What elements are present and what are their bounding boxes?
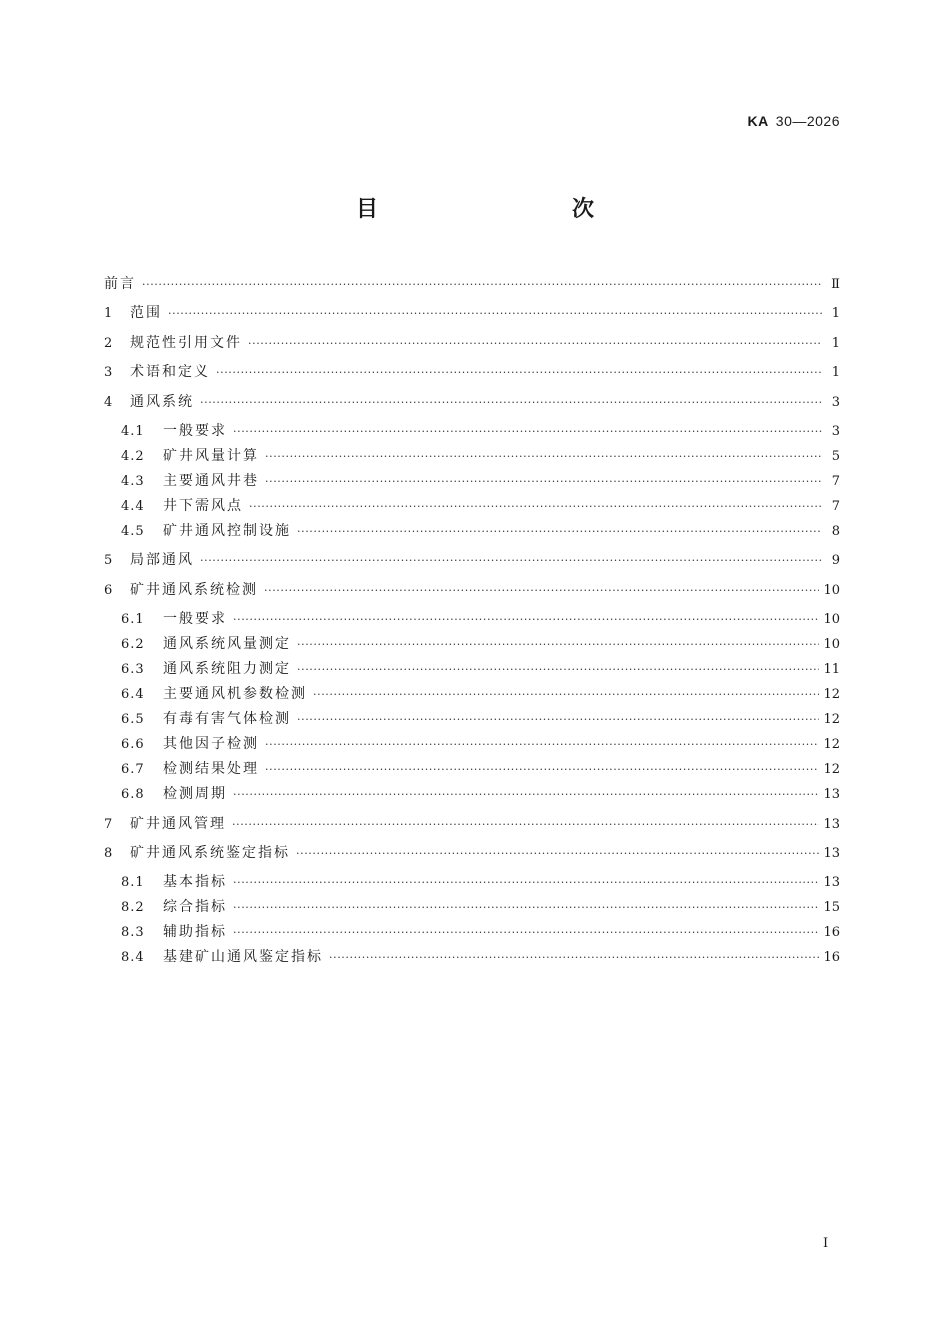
toc-dot-leader	[265, 761, 819, 779]
toc-page-number: 10	[823, 583, 840, 598]
toc-section-title: 矿井通风系统鉴定指标	[130, 845, 290, 861]
toc-subentry[interactable]	[121, 685, 840, 703]
toc-page-number: 16	[823, 925, 840, 940]
toc-dot-leader	[265, 736, 819, 754]
toc-page-number: 12	[823, 712, 840, 727]
toc-dot-leader	[233, 611, 819, 629]
toc-page-number: 12	[823, 687, 840, 702]
toc-dot-leader	[168, 305, 822, 323]
toc-entry[interactable]	[104, 815, 840, 833]
toc-section-title: 有毒有害气体检测	[163, 711, 291, 727]
toc-section-number: 6.8	[121, 787, 145, 802]
toc-section-number: 8.4	[121, 950, 145, 965]
toc-section-title: 辅助指标	[163, 924, 227, 940]
toc-dot-leader	[297, 523, 822, 541]
toc-page-number: 15	[823, 900, 840, 915]
toc-entry[interactable]	[104, 393, 840, 411]
toc-subentry[interactable]	[121, 923, 840, 941]
toc-entry[interactable]	[104, 363, 840, 381]
toc-section-number: 7	[104, 817, 114, 832]
toc-subentry[interactable]	[121, 472, 840, 490]
toc-section-number: 8	[104, 846, 114, 861]
toc-section-number: 8.3	[121, 925, 145, 940]
toc-dot-leader	[233, 786, 819, 804]
toc-section-number: 8.1	[121, 875, 145, 890]
toc-subentry[interactable]	[121, 635, 840, 653]
page-title: 目 次	[355, 197, 644, 222]
toc-dot-leader	[232, 816, 819, 834]
toc-section-title: 其他因子检测	[163, 736, 259, 752]
toc-subentry[interactable]	[121, 447, 840, 465]
toc-section-title: 通风系统阻力测定	[163, 661, 291, 677]
toc-subentry[interactable]	[121, 660, 840, 678]
toc-dot-leader	[297, 636, 819, 654]
toc-subentry[interactable]	[121, 735, 840, 753]
toc-page-number: 12	[823, 762, 840, 777]
toc-dot-leader	[264, 582, 819, 600]
toc-section-title: 通风系统	[130, 394, 194, 410]
toc-section-title: 一般要求	[163, 423, 227, 439]
toc-dot-leader	[297, 711, 819, 729]
toc-section-title: 矿井风量计算	[163, 448, 259, 464]
toc-dot-leader	[200, 552, 822, 570]
toc-page-number: 7	[831, 474, 840, 489]
toc-dot-leader	[329, 949, 819, 967]
toc-section-number: 6.3	[121, 662, 145, 677]
toc-dot-leader	[265, 448, 822, 466]
toc-dot-leader	[200, 394, 822, 412]
toc-subentry[interactable]	[121, 873, 840, 891]
toc-section-title: 主要通风机参数检测	[163, 686, 307, 702]
toc-dot-leader	[142, 276, 822, 294]
toc-subentry[interactable]	[121, 760, 840, 778]
toc-subentry[interactable]	[121, 497, 840, 515]
toc-section-title: 检测周期	[163, 786, 227, 802]
toc-subentry[interactable]	[121, 948, 840, 966]
toc-section-title: 矿井通风管理	[130, 816, 226, 832]
toc-subentry[interactable]	[121, 710, 840, 728]
toc-section-number: 4.5	[121, 524, 145, 539]
toc-subentry[interactable]	[121, 610, 840, 628]
toc-section-title: 前言	[104, 276, 136, 292]
toc-dot-leader	[249, 498, 822, 516]
standard-number: 30—2026	[775, 113, 840, 129]
toc-section-title: 一般要求	[163, 611, 227, 627]
toc-page-number: 13	[823, 846, 840, 861]
toc-section-title: 矿井通风控制设施	[163, 523, 291, 539]
page-number: I	[823, 1236, 829, 1251]
toc-entry[interactable]	[104, 581, 840, 599]
toc-dot-leader	[216, 364, 822, 382]
toc-section-number: 4.3	[121, 474, 145, 489]
toc-page-number: 7	[831, 499, 840, 514]
toc-section-number: 6	[104, 583, 114, 598]
toc-section-number: 6.6	[121, 737, 145, 752]
toc-section-title: 基本指标	[163, 874, 227, 890]
toc-subentry[interactable]	[121, 422, 840, 440]
toc-page-number: 3	[831, 395, 840, 410]
toc-page-number: 1	[831, 336, 840, 351]
toc-page-number: 1	[831, 306, 840, 321]
toc-subentry[interactable]	[121, 898, 840, 916]
toc-section-number: 6.2	[121, 637, 145, 652]
toc-dot-leader	[313, 686, 819, 704]
toc-entry[interactable]	[104, 844, 840, 862]
toc-page-number: 5	[831, 449, 840, 464]
toc-page-number: 10	[823, 612, 840, 627]
toc-page-number: 3	[831, 424, 840, 439]
toc-section-number: 5	[104, 553, 114, 568]
toc-page-number: 9	[831, 553, 840, 568]
toc-section-number: 4.1	[121, 424, 145, 439]
toc-entry[interactable]	[104, 304, 840, 322]
toc-page-number: Ⅱ	[831, 277, 840, 292]
toc-section-title: 检测结果处理	[163, 761, 259, 777]
toc-dot-leader	[297, 661, 819, 679]
toc-section-title: 术语和定义	[130, 364, 210, 380]
toc-dot-leader	[233, 874, 819, 892]
toc-page-number: 13	[823, 787, 840, 802]
toc-dot-leader	[233, 924, 819, 942]
toc-section-number: 3	[104, 365, 114, 380]
toc-section-number: 8.2	[121, 900, 145, 915]
toc-page-number: 1	[831, 365, 840, 380]
toc-dot-leader	[233, 899, 819, 917]
toc-page-number: 13	[823, 817, 840, 832]
toc-dot-leader	[233, 423, 822, 441]
toc-section-title: 矿井通风系统检测	[130, 582, 258, 598]
toc-section-number: 6.7	[121, 762, 145, 777]
toc-page-number: 11	[823, 662, 840, 677]
toc-section-title: 范围	[130, 305, 162, 321]
toc-subentry[interactable]	[121, 785, 840, 803]
toc-page-number: 8	[831, 524, 840, 539]
toc-entry[interactable]	[104, 275, 840, 293]
toc-section-number: 1	[104, 306, 114, 321]
toc-section-number: 4.4	[121, 499, 145, 514]
toc-section-number: 2	[104, 336, 114, 351]
toc-section-title: 综合指标	[163, 899, 227, 915]
toc-section-title: 井下需风点	[163, 498, 243, 514]
toc-dot-leader	[248, 335, 822, 353]
toc-page-number: 12	[823, 737, 840, 752]
toc-section-number: 6.5	[121, 712, 145, 727]
toc-section-number: 6.1	[121, 612, 145, 627]
toc-section-title: 规范性引用文件	[130, 335, 242, 351]
toc-section-number: 4	[104, 395, 114, 410]
toc-section-title: 通风系统风量测定	[163, 636, 291, 652]
toc-section-number: 4.2	[121, 449, 145, 464]
toc-page-number: 13	[823, 875, 840, 890]
toc-section-number: 6.4	[121, 687, 145, 702]
toc-dot-leader	[265, 473, 822, 491]
standard-prefix: KA	[747, 113, 769, 129]
toc-dot-leader	[296, 845, 819, 863]
toc-entry[interactable]	[104, 551, 840, 569]
toc-page-number: 10	[823, 637, 840, 652]
toc-section-title: 局部通风	[130, 552, 194, 568]
toc-page-number: 16	[823, 950, 840, 965]
toc-section-title: 基建矿山通风鉴定指标	[163, 949, 323, 965]
toc-entry[interactable]	[104, 334, 840, 352]
toc-subentry[interactable]	[121, 522, 840, 540]
toc-section-title: 主要通风井巷	[163, 473, 259, 489]
